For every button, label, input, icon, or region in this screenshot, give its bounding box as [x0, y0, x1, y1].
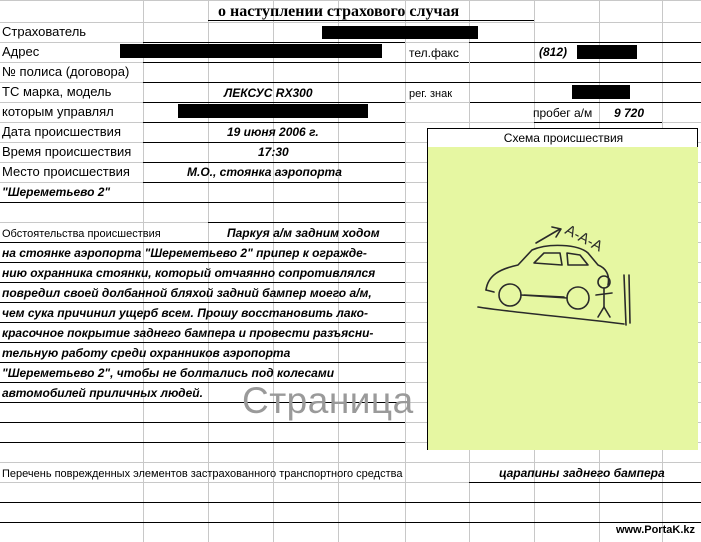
circumstances-line: нию охранника стоянки, который отчаянно сопротивлялся [2, 266, 376, 280]
circumstances-line: повредил своей долбанной бляхой задний бампер моего а/м, [2, 286, 372, 300]
circumstances-line: на стоянке аэропорта "Шереметьево 2" припер к огражде- [2, 246, 367, 260]
label-place: Место происшествия [2, 164, 130, 179]
circumstances-line: чем сука причинил ущерб всем. Прошу восстановить лако- [2, 306, 368, 320]
label-driver: которым управлял [2, 104, 114, 119]
label-address: Адрес [2, 44, 40, 59]
label-circumstances: Обстоятельства происшествия [2, 228, 161, 240]
redacted-reg-sign [572, 85, 630, 99]
scheme-sketch [428, 147, 698, 450]
label-vehicle: ТС марка, модель [2, 84, 112, 99]
phone-code: (812) [539, 45, 568, 59]
label-insurer: Страхователь [2, 24, 87, 39]
redacted-address [120, 44, 382, 58]
incident-place-cont: "Шереметьево 2" [2, 185, 111, 199]
damaged-elements-value: царапины заднего бампера [499, 466, 665, 480]
circumstances-first-line: Паркуя а/м задним ходом [227, 226, 380, 240]
redacted-phone [577, 45, 637, 59]
label-mileage: пробег а/м [533, 106, 593, 120]
circumstances-line: тельную работу среди охранников аэропорта [2, 346, 291, 360]
label-damaged-elements: Перечень поврежденных элементов застрахованного транспортного средства [2, 468, 403, 480]
circumstances-line: красочное покрытие заднего бампера и провести разъясни- [2, 326, 374, 340]
incident-time: 17:30 [258, 145, 289, 159]
form-title: о наступлении страхового случая [218, 3, 460, 20]
redacted-insurer [322, 26, 478, 39]
label-time: Время происшествия [2, 144, 132, 159]
scheme-title: Схема происшествия [503, 131, 624, 145]
car-sketch-icon [428, 147, 698, 450]
label-policy: № полиса (договора) [2, 64, 130, 79]
incident-place: М.О., стоянка аэропорта [187, 165, 342, 179]
page-watermark: Страница [242, 380, 414, 421]
scheme-arrow-label: А-А-А [562, 221, 606, 256]
label-phone-fax: тел.факс [409, 46, 459, 60]
incident-date: 19 июня 2006 г. [227, 125, 319, 139]
incident-scheme-box [427, 128, 698, 450]
vehicle-model: ЛЕКСУС RX300 [224, 86, 313, 100]
site-watermark: www.PortaK.kz [615, 524, 695, 536]
circumstances-line: "Шереметьево 2", чтобы не болтались под колесами [2, 366, 335, 380]
redacted-driver [178, 104, 368, 118]
circumstances-line: автомобилей приличных людей. [2, 386, 203, 400]
label-date: Дата происшествия [2, 124, 121, 139]
mileage-value: 9 720 [614, 106, 645, 120]
label-reg-sign: рег. знак [409, 88, 453, 100]
